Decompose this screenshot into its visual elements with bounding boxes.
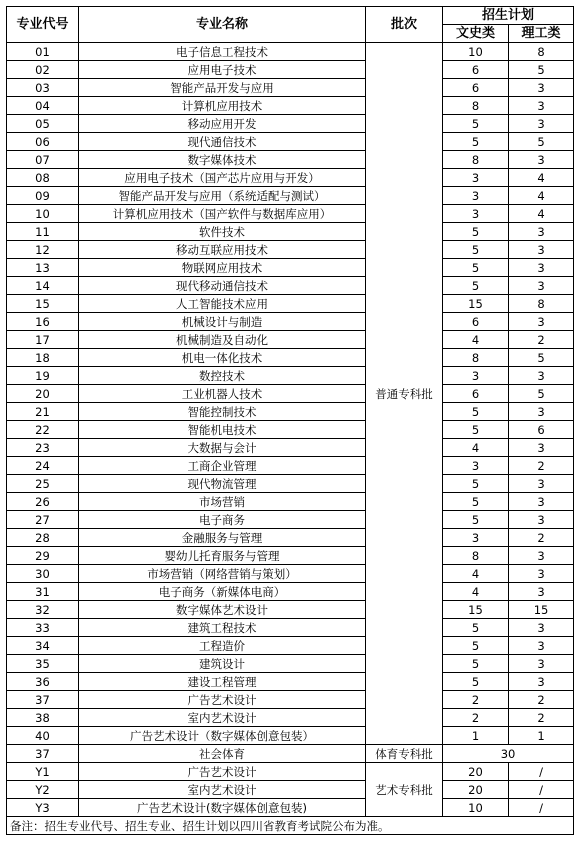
arts-quota: 15	[443, 601, 509, 619]
major-name: 工程造价	[79, 637, 366, 655]
note-row	[7, 817, 574, 835]
header-row	[7, 7, 574, 25]
major-code: 29	[7, 547, 79, 565]
table-row	[7, 241, 574, 259]
table-row	[7, 151, 574, 169]
table-row	[7, 637, 574, 655]
table-row	[7, 547, 574, 565]
science-quota: 5	[509, 349, 574, 367]
major-code: 06	[7, 133, 79, 151]
table-row	[7, 79, 574, 97]
arts-quota: 5	[443, 421, 509, 439]
major-code: 26	[7, 493, 79, 511]
table-row	[7, 169, 574, 187]
arts-quota: 5	[443, 223, 509, 241]
major-code: 07	[7, 151, 79, 169]
arts-quota: 2	[443, 691, 509, 709]
table-row	[7, 403, 574, 421]
major-name: 人工智能技术应用	[79, 295, 366, 313]
science-quota: 3	[509, 637, 574, 655]
header-code: 专业代号	[7, 7, 79, 43]
table-row	[7, 61, 574, 79]
table-row	[7, 619, 574, 637]
major-name: 大数据与会计	[79, 439, 366, 457]
arts-quota: 8	[443, 151, 509, 169]
science-quota: 3	[509, 367, 574, 385]
major-code: 32	[7, 601, 79, 619]
arts-quota: 20	[443, 781, 509, 799]
major-code: 28	[7, 529, 79, 547]
table-row-art	[7, 763, 574, 781]
science-quota: 3	[509, 403, 574, 421]
major-name: 计算机应用技术（国产软件与数据库应用）	[79, 205, 366, 223]
arts-quota: 4	[443, 331, 509, 349]
arts-quota: 8	[443, 349, 509, 367]
table-row	[7, 439, 574, 457]
arts-quota: 5	[443, 637, 509, 655]
header-name: 专业名称	[79, 7, 366, 43]
major-code: 33	[7, 619, 79, 637]
science-quota: 3	[509, 151, 574, 169]
arts-quota: 1	[443, 727, 509, 745]
arts-quota: 4	[443, 583, 509, 601]
major-code: 24	[7, 457, 79, 475]
major-name: 智能产品开发与应用	[79, 79, 366, 97]
arts-quota: 5	[443, 133, 509, 151]
major-code: 34	[7, 637, 79, 655]
science-quota: 5	[509, 61, 574, 79]
table-row	[7, 133, 574, 151]
arts-quota: 5	[443, 493, 509, 511]
science-quota: 4	[509, 169, 574, 187]
arts-quota: 5	[443, 619, 509, 637]
major-code: 40	[7, 727, 79, 745]
table-row	[7, 493, 574, 511]
major-code: 16	[7, 313, 79, 331]
science-quota: 2	[509, 529, 574, 547]
major-name: 建设工程管理	[79, 673, 366, 691]
major-code: Y2	[7, 781, 79, 799]
major-name: 电子商务	[79, 511, 366, 529]
major-name: 智能控制技术	[79, 403, 366, 421]
major-name: 物联网应用技术	[79, 259, 366, 277]
major-code: 05	[7, 115, 79, 133]
arts-quota: 5	[443, 475, 509, 493]
arts-quota: 2	[443, 709, 509, 727]
major-name: 现代通信技术	[79, 133, 366, 151]
major-name: 智能机电技术	[79, 421, 366, 439]
science-quota: 3	[509, 511, 574, 529]
table-row	[7, 43, 574, 61]
major-name: 室内艺术设计	[79, 709, 366, 727]
major-code: 03	[7, 79, 79, 97]
major-code: 22	[7, 421, 79, 439]
table-row	[7, 277, 574, 295]
major-code: 37	[7, 745, 79, 763]
arts-quota: 8	[443, 97, 509, 115]
major-code: 08	[7, 169, 79, 187]
science-quota: 3	[509, 547, 574, 565]
science-quota: 3	[509, 241, 574, 259]
major-code: 27	[7, 511, 79, 529]
science-quota: 2	[509, 331, 574, 349]
science-quota: 3	[509, 439, 574, 457]
major-code: 38	[7, 709, 79, 727]
table-row	[7, 349, 574, 367]
arts-quota: 6	[443, 61, 509, 79]
table-row	[7, 421, 574, 439]
major-code: Y1	[7, 763, 79, 781]
major-name: 智能产品开发与应用（系统适配与测试）	[79, 187, 366, 205]
major-code: 35	[7, 655, 79, 673]
table-row	[7, 709, 574, 727]
major-code: 18	[7, 349, 79, 367]
major-name: 软件技术	[79, 223, 366, 241]
science-quota: 3	[509, 277, 574, 295]
major-name: 机械设计与制造	[79, 313, 366, 331]
batch-sports: 体育专科批	[366, 745, 443, 763]
science-quota: 3	[509, 223, 574, 241]
major-name: 电子信息工程技术	[79, 43, 366, 61]
major-name: 社会体育	[79, 745, 366, 763]
table-row	[7, 115, 574, 133]
science-quota: 3	[509, 565, 574, 583]
arts-quota: 5	[443, 115, 509, 133]
major-code: 30	[7, 565, 79, 583]
science-quota: 5	[509, 133, 574, 151]
science-quota: /	[509, 799, 574, 817]
arts-quota: 4	[443, 439, 509, 457]
table-row	[7, 565, 574, 583]
science-quota: 15	[509, 601, 574, 619]
major-name: 现代物流管理	[79, 475, 366, 493]
table-row-sports	[7, 745, 574, 763]
table-row	[7, 727, 574, 745]
arts-quota: 10	[443, 799, 509, 817]
table-row	[7, 691, 574, 709]
major-code: 37	[7, 691, 79, 709]
table-row	[7, 187, 574, 205]
arts-quota: 3	[443, 205, 509, 223]
science-quota: 4	[509, 187, 574, 205]
arts-quota: 5	[443, 673, 509, 691]
science-quota: 3	[509, 655, 574, 673]
major-code: 04	[7, 97, 79, 115]
table-row	[7, 529, 574, 547]
major-name: 数控技术	[79, 367, 366, 385]
table-row	[7, 331, 574, 349]
table-row	[7, 673, 574, 691]
table-row	[7, 457, 574, 475]
table-row	[7, 367, 574, 385]
arts-quota: 4	[443, 565, 509, 583]
science-quota: 3	[509, 259, 574, 277]
arts-quota: 6	[443, 385, 509, 403]
arts-quota: 5	[443, 277, 509, 295]
footnote: 备注：招生专业代号、招生专业、招生计划以四川省教育考试院公布为准。	[7, 817, 574, 835]
arts-quota: 6	[443, 79, 509, 97]
table-row	[7, 313, 574, 331]
arts-quota: 3	[443, 529, 509, 547]
arts-quota: 3	[443, 367, 509, 385]
major-name: 数字媒体艺术设计	[79, 601, 366, 619]
science-quota: /	[509, 781, 574, 799]
major-code: 10	[7, 205, 79, 223]
major-code: 21	[7, 403, 79, 421]
arts-quota: 15	[443, 295, 509, 313]
table-row	[7, 655, 574, 673]
plan-quota-merged: 30	[443, 745, 574, 763]
table-row	[7, 601, 574, 619]
table-body	[7, 43, 574, 835]
major-name: 建筑设计	[79, 655, 366, 673]
major-code: 23	[7, 439, 79, 457]
arts-quota: 3	[443, 457, 509, 475]
table-row	[7, 475, 574, 493]
major-code: 09	[7, 187, 79, 205]
major-code: 13	[7, 259, 79, 277]
header-science: 理工类	[509, 25, 574, 43]
major-name: 应用电子技术	[79, 61, 366, 79]
major-name: 移动互联应用技术	[79, 241, 366, 259]
major-name: 计算机应用技术	[79, 97, 366, 115]
science-quota: 1	[509, 727, 574, 745]
major-code: 11	[7, 223, 79, 241]
table-row	[7, 205, 574, 223]
major-code: 01	[7, 43, 79, 61]
arts-quota: 5	[443, 403, 509, 421]
major-name: 广告艺术设计（数字媒体创意包装）	[79, 727, 366, 745]
table-row	[7, 511, 574, 529]
major-name: 机电一体化技术	[79, 349, 366, 367]
science-quota: /	[509, 763, 574, 781]
major-name: 应用电子技术（国产芯片应用与开发）	[79, 169, 366, 187]
arts-quota: 5	[443, 655, 509, 673]
science-quota: 5	[509, 385, 574, 403]
major-name: 数字媒体技术	[79, 151, 366, 169]
major-name: 市场营销（网络营销与策划）	[79, 565, 366, 583]
major-name: 广告艺术设计	[79, 691, 366, 709]
table-row	[7, 223, 574, 241]
arts-quota: 5	[443, 259, 509, 277]
science-quota: 3	[509, 313, 574, 331]
major-code: 25	[7, 475, 79, 493]
science-quota: 3	[509, 673, 574, 691]
table-row	[7, 583, 574, 601]
science-quota: 3	[509, 79, 574, 97]
major-name: 广告艺术设计	[79, 763, 366, 781]
major-name: 市场营销	[79, 493, 366, 511]
major-code: 15	[7, 295, 79, 313]
table-row-art	[7, 799, 574, 817]
science-quota: 2	[509, 691, 574, 709]
science-quota: 8	[509, 295, 574, 313]
table-row	[7, 97, 574, 115]
major-name: 金融服务与管理	[79, 529, 366, 547]
major-name: 工业机器人技术	[79, 385, 366, 403]
major-code: 19	[7, 367, 79, 385]
major-name: 移动应用开发	[79, 115, 366, 133]
major-name: 室内艺术设计	[79, 781, 366, 799]
major-code: 02	[7, 61, 79, 79]
science-quota: 2	[509, 457, 574, 475]
arts-quota: 20	[443, 763, 509, 781]
batch-art: 艺术专科批	[366, 763, 443, 817]
arts-quota: 5	[443, 511, 509, 529]
major-code: 12	[7, 241, 79, 259]
arts-quota: 8	[443, 547, 509, 565]
major-code: 31	[7, 583, 79, 601]
science-quota: 3	[509, 583, 574, 601]
major-code: 36	[7, 673, 79, 691]
major-code: 20	[7, 385, 79, 403]
major-name: 建筑工程技术	[79, 619, 366, 637]
header-plan: 招生计划	[443, 7, 574, 25]
major-code: Y3	[7, 799, 79, 817]
major-name: 现代移动通信技术	[79, 277, 366, 295]
header-batch: 批次	[366, 7, 443, 43]
arts-quota: 6	[443, 313, 509, 331]
science-quota: 3	[509, 97, 574, 115]
arts-quota: 3	[443, 187, 509, 205]
table-row-art	[7, 781, 574, 799]
major-code: 14	[7, 277, 79, 295]
table-row	[7, 259, 574, 277]
science-quota: 6	[509, 421, 574, 439]
arts-quota: 5	[443, 241, 509, 259]
major-name: 电子商务（新媒体电商）	[79, 583, 366, 601]
arts-quota: 10	[443, 43, 509, 61]
science-quota: 3	[509, 115, 574, 133]
major-name: 工商企业管理	[79, 457, 366, 475]
science-quota: 3	[509, 619, 574, 637]
enrollment-plan-table	[6, 6, 574, 835]
table-row	[7, 295, 574, 313]
major-name: 婴幼儿托育服务与管理	[79, 547, 366, 565]
science-quota: 3	[509, 475, 574, 493]
science-quota: 4	[509, 205, 574, 223]
batch-regular: 普通专科批	[366, 43, 443, 745]
science-quota: 8	[509, 43, 574, 61]
major-name: 机械制造及自动化	[79, 331, 366, 349]
science-quota: 3	[509, 493, 574, 511]
major-name: 广告艺术设计(数字媒体创意包装)	[79, 799, 366, 817]
table-row	[7, 385, 574, 403]
header-arts: 文史类	[443, 25, 509, 43]
major-code: 17	[7, 331, 79, 349]
arts-quota: 3	[443, 169, 509, 187]
science-quota: 2	[509, 709, 574, 727]
